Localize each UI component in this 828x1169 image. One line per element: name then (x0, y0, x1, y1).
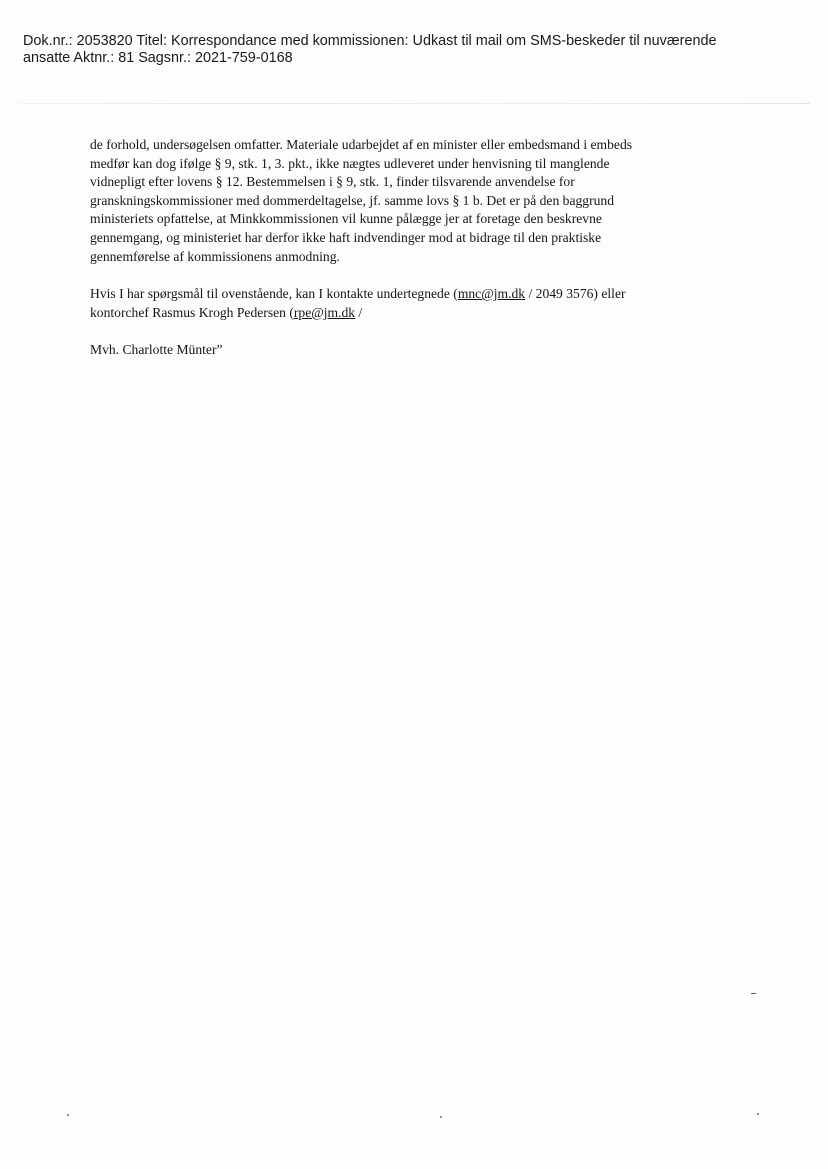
scan-artifact (751, 993, 756, 994)
contact-line-2 (90, 304, 770, 323)
contact-text: / (355, 304, 363, 320)
paragraph-line: gennemførelse af kommissionens anmodning. (90, 248, 340, 264)
signoff-text: Mvh. Charlotte Münter” (90, 342, 223, 358)
scan-artifact (757, 1113, 759, 1115)
email-link-rpe[interactable]: rpe@jm.dk (293, 304, 356, 320)
paragraph-line: ministeriets opfattelse, at Minkkommissionen vil kunne pålægge jer at foretage den beskrevne (90, 211, 602, 227)
scan-artifact (440, 1116, 442, 1118)
header-line-2: ansatte Aktnr.: 81 Sagsnr.: 2021-759-0168 (23, 50, 293, 66)
scan-artifact (67, 1114, 69, 1116)
header-line-1: Dok.nr.: 2053820 Titel: Korrespondance med kommissionen: Udkast til mail om SMS-beskeder til nuværende (23, 33, 717, 49)
contact-text: kontorchef Rasmus Krogh Pedersen ( (90, 304, 294, 320)
paragraph-line: granskningskommissioner med dommerdeltagelse, jf. samme lovs § 1 b. Det er på den baggrund (90, 192, 615, 208)
paragraph-contact (90, 285, 770, 322)
paragraph-legal-basis (90, 136, 770, 266)
paragraph-line: de forhold, undersøgelsen omfatter. Materiale udarbejdet af en minister eller embedsmand i embeds (90, 137, 633, 152)
signoff (90, 341, 770, 360)
letter-body (90, 136, 770, 379)
scan-divider (20, 103, 810, 104)
paragraph-line: gennemgang, og ministeriet har derfor ikke haft indvendinger mod at bidrage til den praktiske (90, 229, 602, 245)
contact-text: Hvis I har spørgsmål til ovenstående, kan I kontakte undertegnede ( (90, 286, 458, 302)
email-link-mnc[interactable]: mnc@jm.dk (457, 286, 526, 302)
contact-text: / 2049 3576) eller (525, 286, 626, 302)
contact-line-1 (90, 285, 770, 304)
paragraph-line: medfør kan dog ifølge § 9, stk. 1, 3. pkt., ikke nægtes udleveret under henvisning til manglende (90, 155, 610, 171)
document-header-stamp (23, 33, 823, 67)
paragraph-line: vidnepligt efter lovens § 12. Bestemmelsen i § 9, stk. 1, finder tilsvarende anvendelse for (90, 174, 575, 190)
